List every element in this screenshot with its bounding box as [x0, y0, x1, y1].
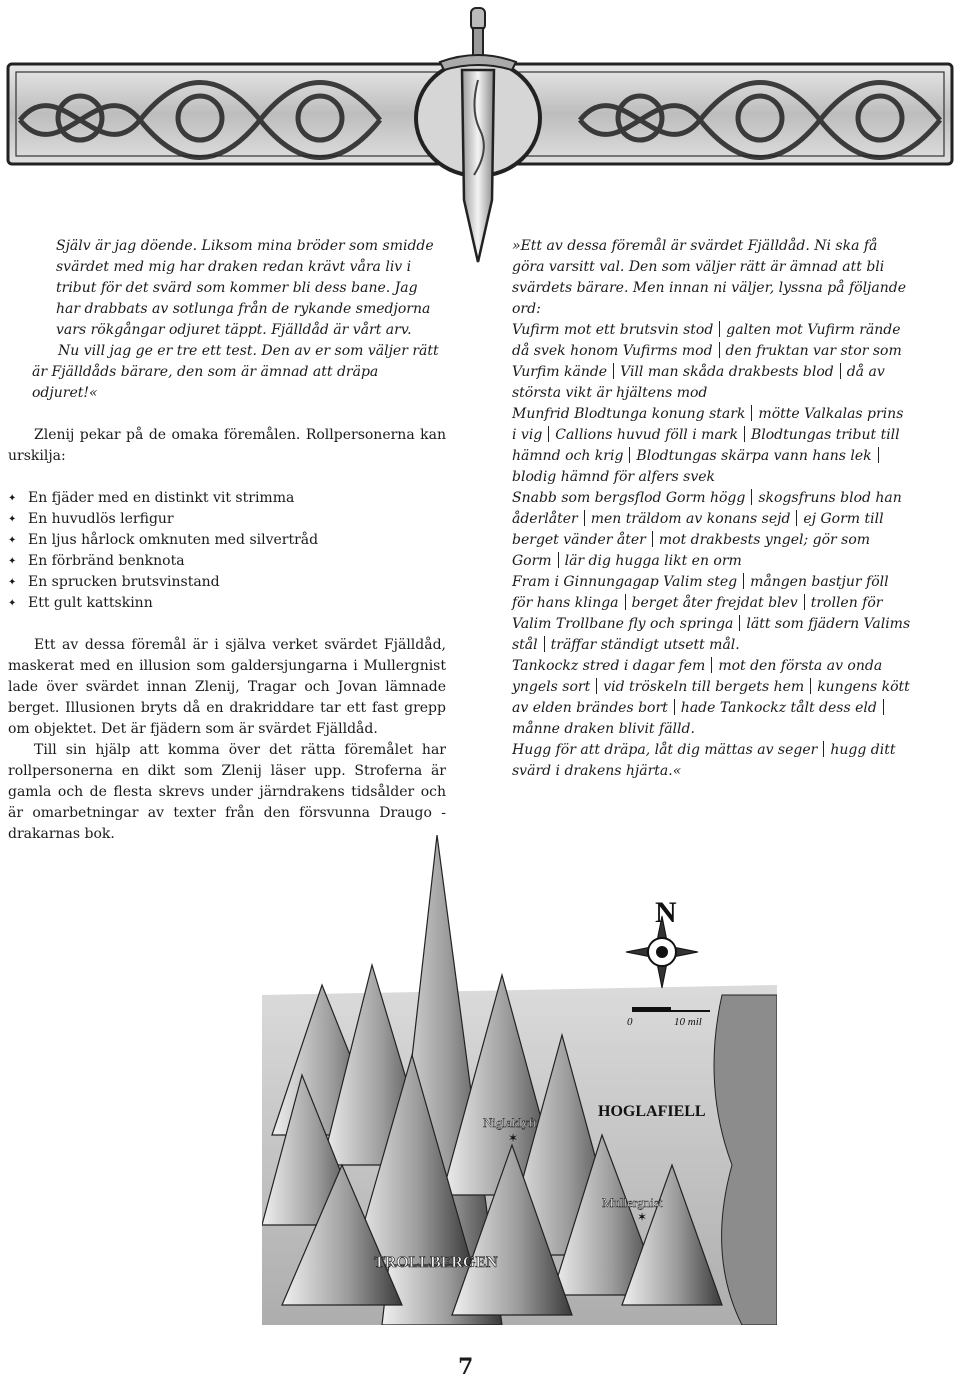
- map-star-icon: ✶: [637, 1210, 648, 1224]
- scale-start-label: 0: [627, 1016, 633, 1028]
- list-item: ✦ En huvudlös lerfigur: [8, 509, 446, 530]
- body-paragraph-1: Ett av dessa föremål är i själva verket svärdet Fjälldåd, maskerat med en illusion som galdersjungarna i Mullergnist lade över svärdet innan Zlenij, Tragar och Jovan lämnade berget. Illusionen bryts då en drakriddare tar ett fast grepp om objektet. Det är fjädern som är svärdet Fjälldåd.: [8, 637, 446, 737]
- bullet-icon: ✦: [8, 577, 17, 588]
- right-column: [512, 236, 912, 782]
- poem-intro: »Ett av dessa föremål är svärdet Fjälldåd. Ni ska få göra varsitt val. Den som väljer rätt är ämnad att bli svärdets bärare. Men innan ni väljer, lyssna på följande ord:: [512, 238, 907, 317]
- bullet-icon: ✦: [8, 556, 17, 567]
- poem-stanza-2: Munfrid Blodtunga konung stark mötte Valkalas prins i vig Callions huvud föll i mark Blodtungas tribut till hämnd och krig Blodtungas skärpa vann hans lekblodig hämnd för alfers svek: [512, 406, 904, 485]
- poem-stanza-5: Tankockz stred i dagar fem mot den första av onda yngels sort vid tröskeln till bergets hem kungens kött av elden brändes bort hade Tankockz tålt dess eldmånne draken blivit fälld.: [512, 658, 910, 737]
- list-item: ✦ En fjäder med en distinkt vit strimma: [8, 488, 446, 509]
- map-label-trollbergen: TROLLBERGEN: [374, 1254, 498, 1271]
- intro-paragraph: Zlenij pekar på de omaka föremålen. Rollpersonerna kan urskilja:: [8, 427, 446, 464]
- page-number: 7: [458, 1354, 474, 1380]
- poem-stanza-6: Hugg för att dräpa, låt dig mättas av seger hugg ditt svärd i drakens hjärta.«: [512, 742, 896, 779]
- poem-stanza-4: Fram i Ginnungagap Valim steg mången bastjur föll för hans klinga berget åter frejdat blev trollen för Valim Trollbane fly och springa lätt som fjädern Valims stål träffar ständigt utsett mål.: [512, 574, 911, 653]
- compass-north-label: N: [655, 896, 677, 929]
- list-item: ✦ En sprucken brutsvinstand: [8, 572, 446, 593]
- quote-paragraph-2: Nu vill jag ge er tre ett test. Den av er som väljer rätt är Fjälldåds bärare, den som är ämnad att dräpa odjuret!«: [32, 343, 439, 401]
- item-list: [8, 488, 446, 614]
- knotwork-banner-illustration: [0, 0, 960, 275]
- list-item: ✦ En förbränd benknota: [8, 551, 446, 572]
- bullet-icon: ✦: [8, 535, 17, 546]
- map-star-icon: ✶: [508, 1131, 519, 1145]
- bullet-icon: ✦: [8, 514, 17, 525]
- mountain-map-illustration: [262, 835, 777, 1325]
- poem-stanza-1: Vufirm mot ett brutsvin stod galten mot Vufirm rände då svek honom Vufirms mod den fruktan var stor som Vurfim kände Vill man skåda drakbests blod då av största vikt är hjältens mod: [512, 322, 902, 401]
- left-column: [8, 236, 446, 845]
- scale-end-label: 10 mil: [674, 1016, 702, 1028]
- poem-stanza-3: Snabb som bergsflod Gorm högg skogsfruns blod han åderlåter men träldom av konans sejd ej Gorm till berget vänder åter mot drakbests yngel; gör som Gorm lär dig hugga likt en orm: [512, 490, 902, 569]
- map-label-niglaklyft: Niglaklyft: [483, 1115, 537, 1130]
- quote-paragraph-1: Själv är jag döende. Liksom mina bröder som smidde svärdet med mig har draken redan krävt våra liv i tribut för det svärd som kommer bli dess bane. Jag har drabbats av sotlunga från de rykande smedjorna vars rökgångar odjuret täppt. Fjälldåd är vårt arv.: [56, 238, 434, 338]
- map-label-mullergnist: Mullergnist: [602, 1195, 663, 1210]
- bullet-icon: ✦: [8, 493, 17, 504]
- body-paragraph-2: Till sin hjälp att komma över det rätta föremålet har rollpersonerna en dikt som Zlenij läser upp. Stroferna är gamla och de flesta skrevs under järndrakens tidsålder och är omarbetningar av texter från den försvunna Draugo - drakarnas bok.: [8, 742, 446, 842]
- list-item: ✦ Ett gult kattskinn: [8, 593, 446, 614]
- map-label-hoglafiell: HOGLAFIELL: [598, 1103, 706, 1120]
- bullet-icon: ✦: [8, 598, 17, 609]
- poem: [512, 320, 912, 782]
- list-item: ✦ En ljus hårlock omknuten med silvertråd: [8, 530, 446, 551]
